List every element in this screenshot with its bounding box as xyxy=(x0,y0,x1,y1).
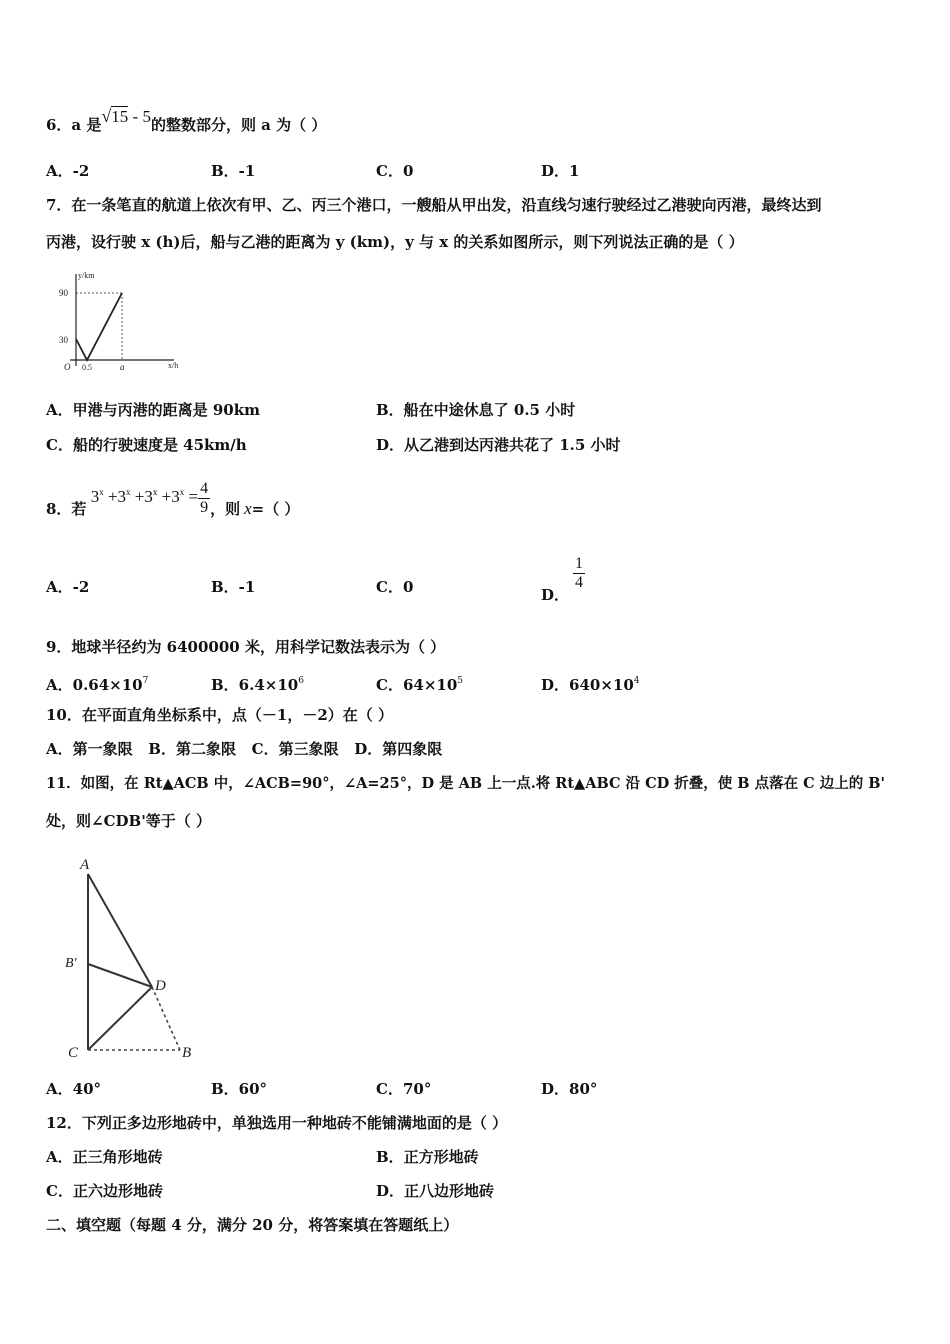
q10-stem: 10．在平面直角坐标系中，点（－1，－2）在（ ） xyxy=(46,706,393,724)
q11-figure xyxy=(60,852,210,1064)
q12-option-a[interactable]: A．正三角形地砖 xyxy=(46,1148,163,1166)
section2-heading: 二、填空题（每题 4 分，满分 20 分，将答案填在答题纸上） xyxy=(46,1216,459,1234)
q7-option-a[interactable]: A．甲港与丙港的距离是 90km xyxy=(46,401,261,419)
q11-option-b[interactable]: B．60° xyxy=(211,1080,268,1098)
q8-option-d[interactable]: D． $\frac{1}{4}$ xyxy=(541,555,584,604)
q11-option-a[interactable]: A．40° xyxy=(46,1080,102,1098)
q7-option-c[interactable]: C．船的行驶速度是 45km/h xyxy=(46,436,247,454)
q11-label-d: D xyxy=(155,978,166,994)
q12-option-d[interactable]: D．正八边形地砖 xyxy=(376,1182,495,1200)
q12-option-b[interactable]: B．正方形地砖 xyxy=(376,1148,479,1166)
q7-x-tick-a: a xyxy=(120,362,125,372)
q7-y-tick-90: 90 xyxy=(59,288,68,298)
q12-stem: 12．下列正多边形地砖中，单独选用一种地砖不能铺满地面的是（ ） xyxy=(46,1114,508,1132)
q9-option-d[interactable]: D．$640\times 10^4$ xyxy=(541,676,640,694)
q7-y-tick-30: 30 xyxy=(59,335,68,345)
q7-graph xyxy=(56,266,181,374)
q7-stem-line2: 丙港，设行驶 x (h)后，船与乙港的距离为 y (km)，y 与 x 的关系如图所示，则下列说法正确的是（ ） xyxy=(46,233,744,251)
q8-stem: 8．若 $3^x +3^x +3^x +3^x$ = $\frac{4}{9}$ ，则 x=（ ） xyxy=(46,480,300,519)
q6-option-c[interactable]: C．0 xyxy=(376,162,414,180)
q6-stem: 6．a 是√15 - 5的整数部分，则 a 为（ ） xyxy=(46,106,327,134)
q6-expression: √15 - 5 xyxy=(101,106,151,126)
q9-option-a[interactable]: A．$0.64\times 10^7$ xyxy=(46,676,149,694)
q11-segment-cd xyxy=(88,987,152,1050)
q11-segment-db-dashed xyxy=(152,987,180,1050)
q8-equation: $3^x +3^x +3^x +3^x$ = $\frac{4}{9}$ xyxy=(90,480,209,516)
q9-option-c[interactable]: C．$64\times 10^5$ xyxy=(376,676,463,694)
q11-label-c: C xyxy=(68,1045,79,1061)
q11-option-c[interactable]: C．70° xyxy=(376,1080,432,1098)
q9-stem: 9．地球半径约为 6400000 米，用科学记数法表示为（ ） xyxy=(46,638,446,656)
q8-option-d-fraction: $\frac{1}{4}$ xyxy=(575,555,584,591)
q11-segment-bprime-d xyxy=(88,964,152,987)
q8-fraction: $\frac{4}{9}$ xyxy=(200,480,209,516)
q11-label-a: A xyxy=(80,857,90,873)
q6-option-b[interactable]: B．-1 xyxy=(211,162,256,180)
q7-x-tick-0.5: 0.5 xyxy=(82,363,92,372)
q10-options[interactable]: A．第一象限 B．第二象限 C．第三象限 D．第四象限 xyxy=(46,740,443,758)
q11-stem-line2: 处，则∠CDB'等于（ ） xyxy=(46,812,212,830)
q6-option-d[interactable]: D．1 xyxy=(541,162,580,180)
q11-stem-line1: 11．如图，在 Rt▲ACB 中，∠ACB=90°，∠A=25°，D 是 AB 上一点.将 Rt▲ABC 沿 CD 折叠，使 B 点落在 C 边上的 B' xyxy=(46,775,885,792)
q6-option-a[interactable]: A．-2 xyxy=(46,162,90,180)
q7-stem-line1: 7．在一条笔直的航道上依次有甲、乙、丙三个港口，一艘船从甲出发，沿直线匀速行驶经过乙港驶向丙港，最终达到 xyxy=(46,196,822,214)
q11-label-bprime: B' xyxy=(65,956,77,971)
q8-option-a[interactable]: A．-2 xyxy=(46,578,90,596)
q7-x-axis-label: x/h xyxy=(168,361,179,370)
q7-option-d[interactable]: D．从乙港到达丙港共花了 1.5 小时 xyxy=(376,436,621,454)
q11-label-b: B xyxy=(182,1045,192,1061)
q11-side-ad xyxy=(88,874,152,987)
q7-option-b[interactable]: B．船在中途休息了 0.5 小时 xyxy=(376,401,576,419)
q7-graph-line xyxy=(76,293,122,360)
q11-option-d[interactable]: D．80° xyxy=(541,1080,598,1098)
q7-origin-label: O xyxy=(64,362,71,372)
q9-option-b[interactable]: B．$6.4\times 10^6$ xyxy=(211,676,304,694)
q12-option-c[interactable]: C．正六边形地砖 xyxy=(46,1182,163,1200)
q8-option-c[interactable]: C．0 xyxy=(376,578,414,596)
q7-y-axis-label: y/km xyxy=(78,271,95,280)
q8-option-b[interactable]: B．-1 xyxy=(211,578,256,596)
